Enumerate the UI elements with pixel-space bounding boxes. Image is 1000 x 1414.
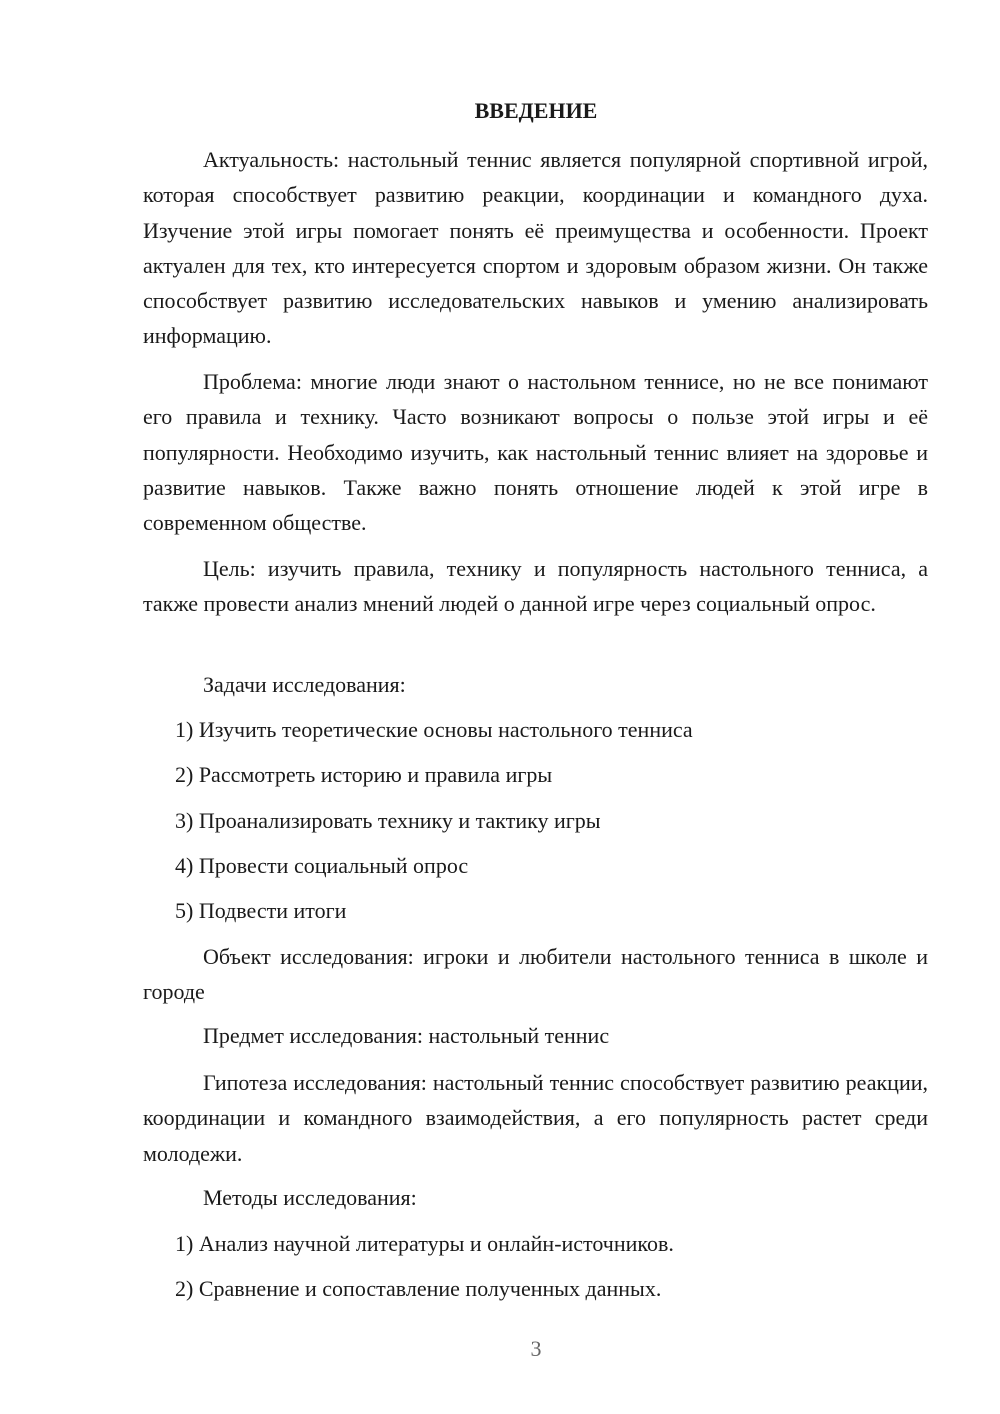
- method-item: 1) Анализ научной литературы и онлайн-источников.: [175, 1231, 674, 1256]
- subject-line: Предмет исследования: настольный теннис: [203, 1023, 610, 1048]
- tasks-heading: Задачи исследования:: [203, 672, 406, 697]
- problem-paragraph: Проблема: многие люди знают о настольном теннисе, но не все понимают его правила и технику. Часто возникают вопросы о пользе этой игры и её популярности. Необходимо изучить, как настольный теннис влияет на здоровье и развитие навыков. Также важно понять отношение людей к этой игре в современном обществе.: [143, 369, 928, 536]
- hypothesis-paragraph: Гипотеза исследования: настольный теннис способствует развитию реакции, координации и командного взаимодействия, а его популярность растет среди молодежи.: [143, 1070, 928, 1166]
- relevance-paragraph: Актуальность: настольный теннис является популярной спортивной игрой, которая способствует развитию реакции, координации и командного духа. Изучение этой игры помогает понять её преимущества и особенности. Проект актуален для тех, кто интересуется спортом и здоровым образом жизни. Он также способствует развитию исследовательских навыков и умению анализировать информацию.: [143, 147, 928, 349]
- object-paragraph: Объект исследования: игроки и любители настольного тенниса в школе и городе: [143, 944, 928, 1005]
- page-title: ВВЕДЕНИЕ: [474, 98, 598, 123]
- task-item: 4) Провести социальный опрос: [175, 853, 469, 878]
- task-item: 5) Подвести итоги: [175, 898, 347, 923]
- goal-paragraph: Цель: изучить правила, технику и популярность настольного тенниса, а также провести анализ мнений людей о данной игре через социальный опрос.: [143, 556, 928, 617]
- task-item: 1) Изучить теоретические основы настольного тенниса: [175, 717, 693, 742]
- task-item: 3) Проанализировать технику и тактику игры: [175, 808, 601, 833]
- task-item: 2) Рассмотреть историю и правила игры: [175, 762, 553, 787]
- page-number: 3: [530, 1336, 542, 1361]
- method-item: 2) Сравнение и сопоставление полученных данных.: [175, 1276, 662, 1301]
- methods-heading: Методы исследования:: [203, 1185, 417, 1210]
